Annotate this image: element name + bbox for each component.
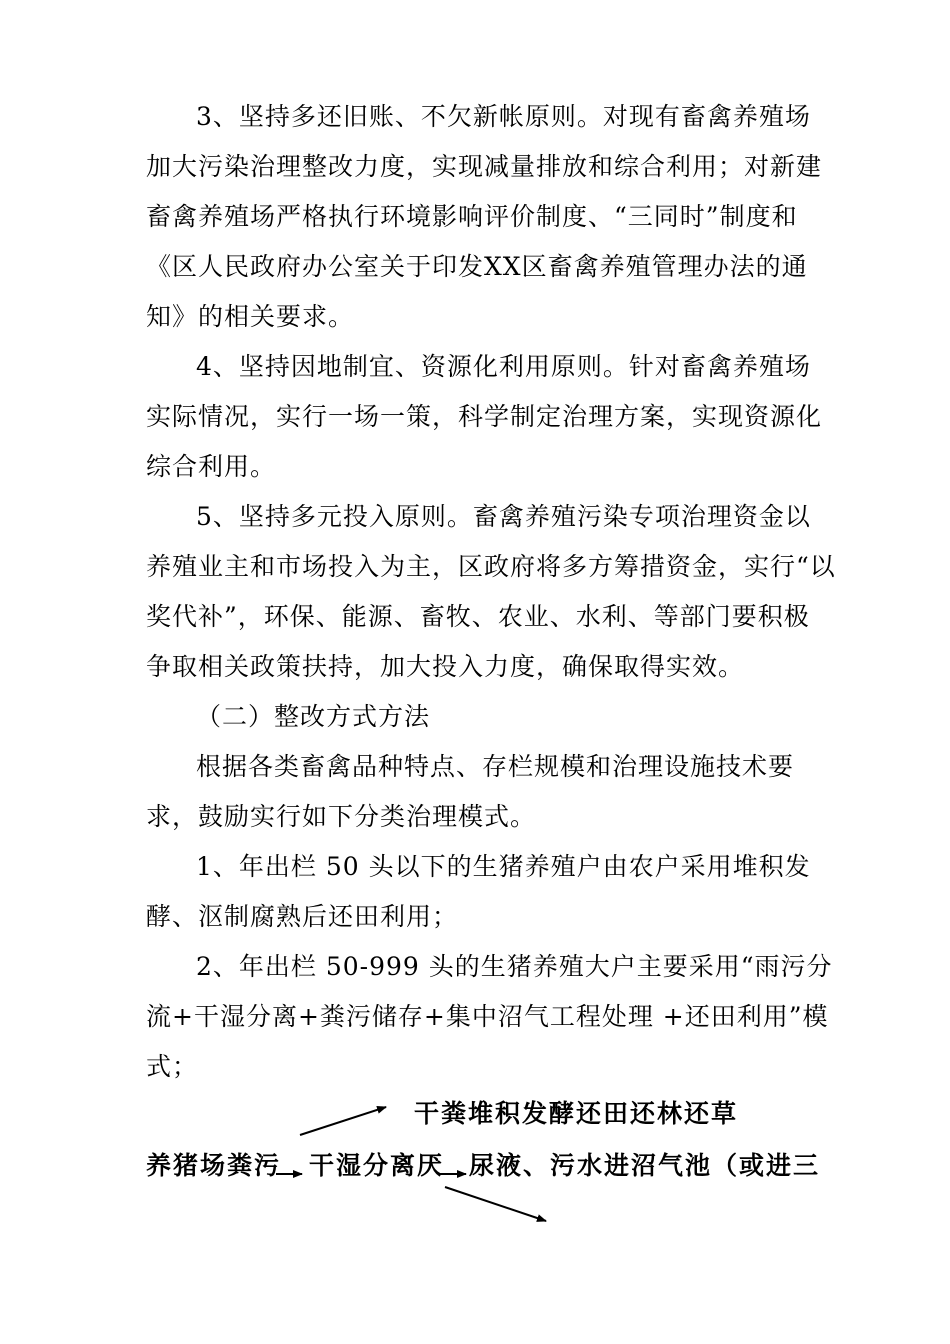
p2-line1: 4、坚持因地制宜、资源化利用原则。针对畜禽养殖场: [196, 352, 811, 381]
p3-line4: 争取相关政策扶持，加大投入力度，确保取得实效。: [146, 652, 745, 681]
p4-line2: 求，鼓励实行如下分类治理模式。: [146, 802, 537, 831]
p2-line3: 综合利用。: [146, 452, 277, 481]
arrow-down-icon: [445, 1187, 546, 1221]
p6-line1: 2、年出栏 50-999 头的生猪养殖大户主要采用“雨污分: [196, 952, 833, 981]
p3-line2: 养殖业主和市场投入为主，区政府将多方筹措资金，实行“以: [146, 552, 836, 581]
flow-source: 养猪场粪污: [146, 1151, 282, 1180]
p1-line2: 加大污染治理整改力度，实现减量排放和综合利用；对新建: [146, 152, 823, 181]
p1-line1: 3、坚持多还旧账、不欠新帐原则。对现有畜禽养殖场: [196, 102, 811, 131]
p6-line2: 流+干湿分离+粪污储存+集中沼气工程处理 +还田利用”模: [146, 1002, 829, 1031]
p1-line4: 《区人民政府办公室关于印发XX区畜禽养殖管理办法的通: [146, 252, 808, 281]
p5-line1: 1、年出栏 50 头以下的生猪养殖户由农户采用堆积发: [196, 852, 811, 881]
p6-line3: 式；: [146, 1052, 199, 1081]
flow-right-branch: 尿液、污水进沼气池（或进三: [469, 1151, 821, 1180]
section-heading: （二）整改方式方法: [196, 702, 431, 731]
p1-line5: 知》的相关要求。: [146, 302, 355, 331]
p5-line2: 酵、沤制腐熟后还田利用；: [146, 902, 459, 931]
flow-middle: 干湿分离厌: [309, 1151, 445, 1180]
p3-line3: 奖代补”，环保、能源、畜牧、农业、水利、等部门要积极: [146, 602, 810, 631]
p3-line1: 5、坚持多元投入原则。畜禽养殖污染专项治理资金以: [196, 502, 811, 531]
arrow-up-icon: [300, 1107, 386, 1135]
p2-line2: 实际情况，实行一场一策，科学制定治理方案，实现资源化: [146, 402, 823, 431]
p4-line1: 根据各类畜禽品种特点、存栏规模和治理设施技术要: [196, 752, 795, 781]
p1-line3: 畜禽养殖场严格执行环境影响评价制度、“三同时”制度和: [146, 202, 798, 231]
flow-top-branch: 干粪堆积发酵还田还林还草: [414, 1099, 739, 1128]
